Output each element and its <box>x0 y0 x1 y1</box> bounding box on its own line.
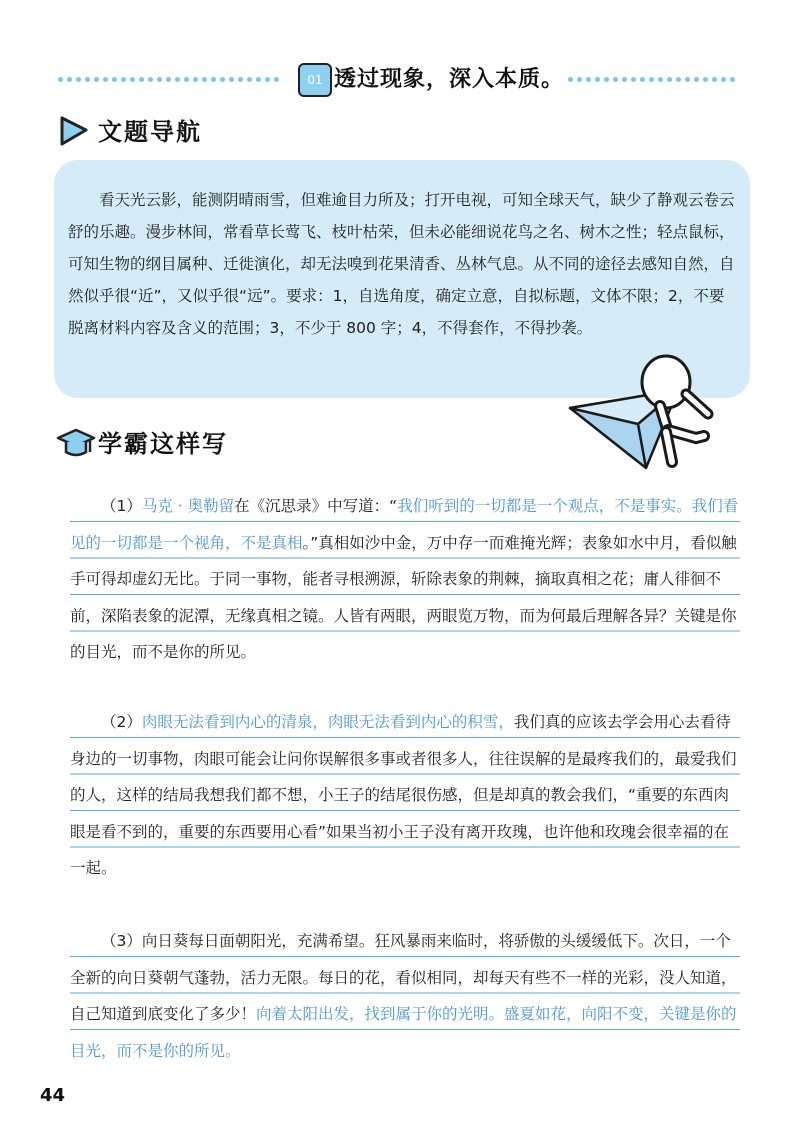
dot <box>649 77 654 82</box>
dot <box>586 77 591 82</box>
play-triangle-icon <box>56 114 92 148</box>
section-title: 文题导航 <box>98 118 202 146</box>
dot <box>568 77 573 82</box>
dot <box>112 77 117 82</box>
highlight-sentence: 肉眼无法看到内心的清泉，肉眼无法看到内心的积雪， <box>141 713 514 731</box>
text-segment: 我们真的应该去学会用心去看待身边的一切事物，肉眼可能会让问你误解很多事或者很多人，往往误解的是最疼我们的，最爱我们的人，这样的结局我想我们都不想，小王子的结尾很伤感，但是却真的教会我们，“重要的东西肉眼是看不到的，重要的东西要用心看”如果当初小王子没有离开玫瑰，也许他和玫瑰会很幸福的在一起。 <box>70 713 737 877</box>
dot <box>76 77 81 82</box>
dot <box>247 77 252 82</box>
essay-paragraph-2 <box>70 704 740 878</box>
text-segment: 在《沉思录》中写道：“ <box>234 497 398 515</box>
dot <box>604 77 609 82</box>
dot <box>721 77 726 82</box>
dot <box>229 77 234 82</box>
dot <box>139 77 144 82</box>
header-dotted-line-left <box>58 77 290 83</box>
dot <box>67 77 72 82</box>
dot <box>220 77 225 82</box>
dot <box>202 77 207 82</box>
text-segment: （3）向日葵每日面朝阳光，充满希望。狂风暴雨来临时，将骄傲的头缓缓低下。次日，一个全新的向日葵朝气蓬勃，活力无限。每日的花，看似相同，却每天有些不一样的光彩，没人知道，自己知道到底变化了多少！ <box>70 932 737 1023</box>
essay-paragraph-3 <box>70 923 740 1063</box>
dot <box>103 77 108 82</box>
header-title: 透过现象，深入本质。 <box>334 67 565 92</box>
section-title: 学霸这样写 <box>98 430 228 458</box>
dot <box>694 77 699 82</box>
paragraph-number: （1） <box>101 497 142 515</box>
dot <box>265 77 270 82</box>
dot <box>58 77 63 82</box>
dot <box>712 77 717 82</box>
dot <box>175 77 180 82</box>
dot <box>622 77 627 82</box>
dot <box>676 77 681 82</box>
dot <box>193 77 198 82</box>
dot <box>157 77 162 82</box>
highlight-author: 马克 · 奥勒留 <box>141 497 235 515</box>
dot <box>148 77 153 82</box>
dot <box>667 77 672 82</box>
dot <box>730 77 735 82</box>
graduation-cap-icon <box>56 426 96 460</box>
header-number-box: 01 <box>298 63 332 97</box>
dot <box>658 77 663 82</box>
dot <box>274 77 279 82</box>
dot <box>631 77 636 82</box>
paper-plane-figure-illustration <box>568 350 758 478</box>
dot <box>121 77 126 82</box>
header-dotted-line-right <box>568 77 746 83</box>
dot <box>238 77 243 82</box>
highlight-sentence: 向着太阳出发，找到属于你的光明。盛夏如花，向阳不变，关键是你的目光，而不是你的所见。 <box>70 1005 737 1060</box>
page-number: 44 <box>40 1085 66 1106</box>
dot <box>211 77 216 82</box>
prompt-text: 看天光云影，能测阴晴雨雪，但难逾目力所及；打开电视，可知全球天气，缺少了静观云卷云舒的乐趣。漫步林间，常看草长莺飞、枝叶枯荣，但未必能细说花鸟之名、树木之性；轻点鼠标，可知生物的纲目属种、迁徙演化，却无法嗅到花果清香、丛林气息。从不同的途径去感知自然，自然似乎很“近”，又似乎很“远”。要求：1，自选角度，确定立意，自拟标题，文体不限；2，不要脱离材料内容及含义的范围；3，不少于 800 字；4，不得套作，不得抄袭。 <box>68 191 735 337</box>
dot <box>184 77 189 82</box>
text-segment: 。”真相如沙中金，万中存一而难掩光辉；表象如水中月，看似触手可得却虚幻无比。于同一事物，能者寻根溯源，斩除表象的荆棘，摘取真相之花；庸人徘徊不前，深陷表象的泥潭，无缘真相之镜。人皆有两眼，两眼览万物，而为何最后理解各异？关键是你的目光，而不是你的所见。 <box>70 533 737 661</box>
dot <box>130 77 135 82</box>
highlight-quote: 我们听到的一切都是一个观点，不是事实。我们看见的一切都是一个视角，不是真相 <box>70 497 739 552</box>
dot <box>640 77 645 82</box>
paragraph-number: （2） <box>101 713 142 731</box>
dot <box>613 77 618 82</box>
dot <box>85 77 90 82</box>
essay-paragraph-1 <box>70 488 740 662</box>
dot <box>577 77 582 82</box>
dot <box>703 77 708 82</box>
dot <box>94 77 99 82</box>
dot <box>595 77 600 82</box>
dot <box>256 77 261 82</box>
dot <box>685 77 690 82</box>
dot <box>166 77 171 82</box>
